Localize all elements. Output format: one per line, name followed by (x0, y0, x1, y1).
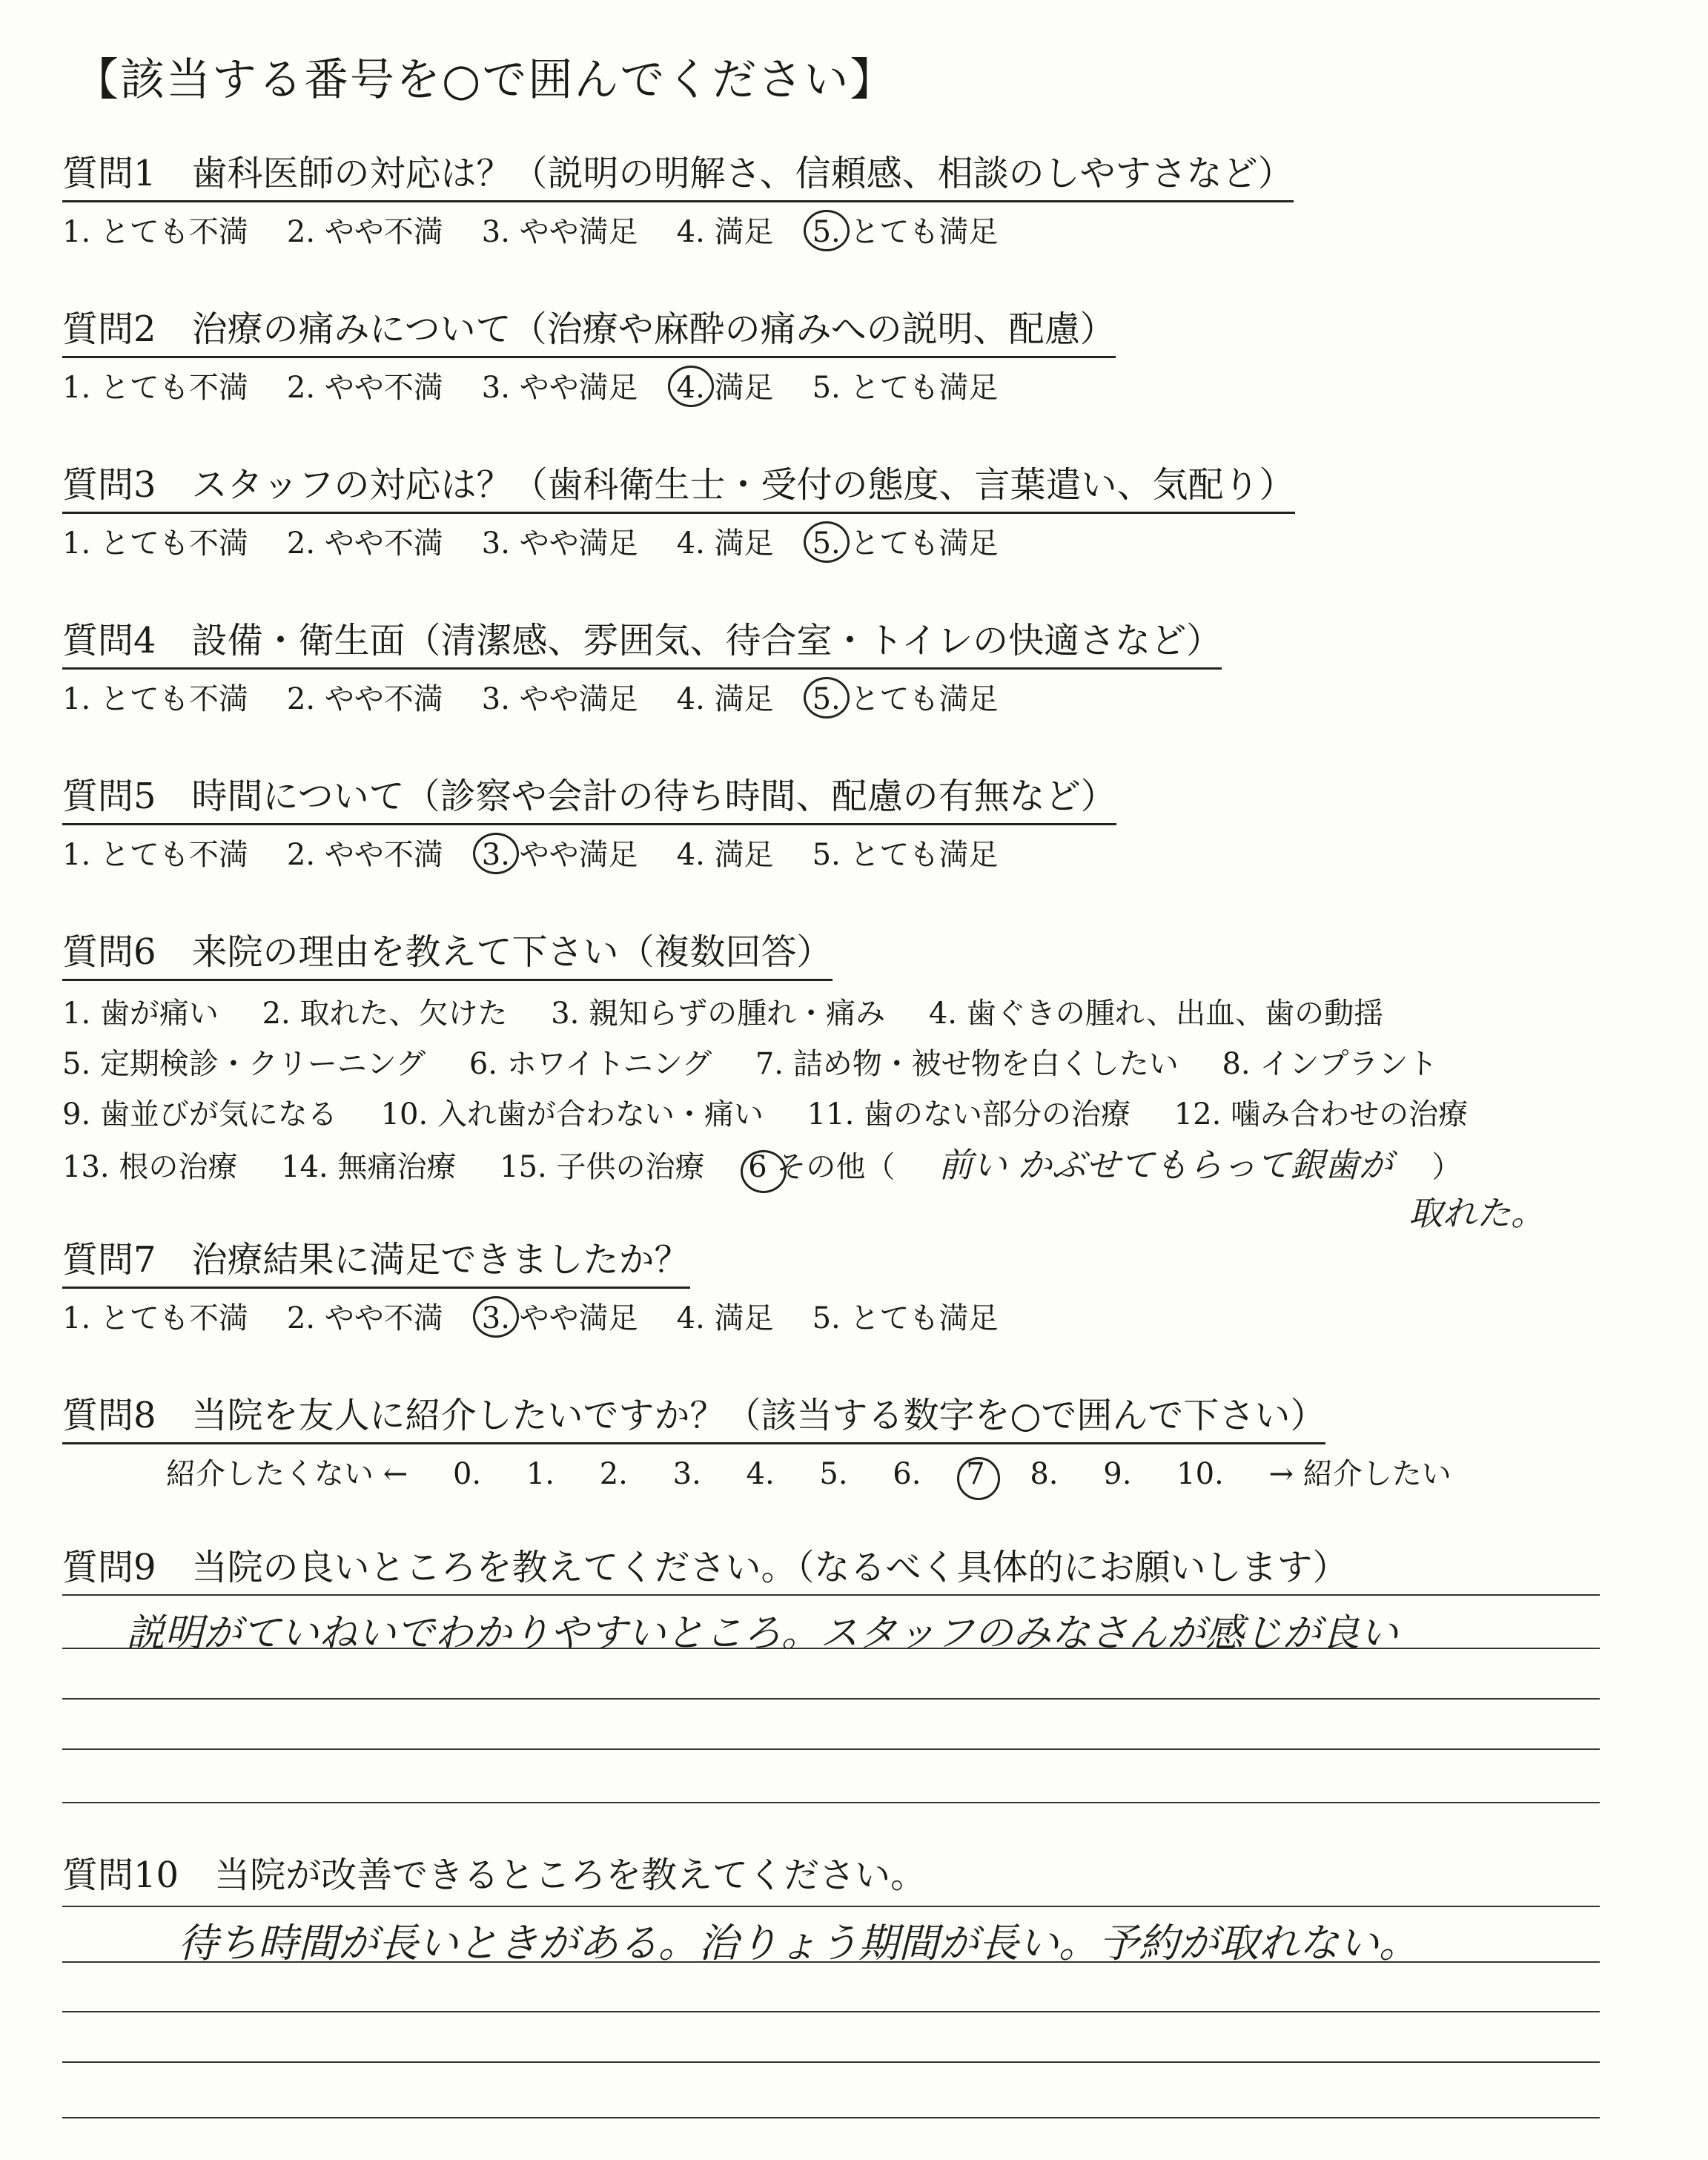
question-9 (62, 1539, 1348, 1590)
other-handwritten-answer-cont: 取れた。 (1409, 1193, 1545, 1233)
option-2[interactable]: 2. やや不満 (286, 1301, 443, 1335)
option-5[interactable]: 5. とても満足 (812, 371, 999, 405)
reason-option[interactable]: 14. 無痛治療 (281, 1150, 457, 1184)
option-3-circled[interactable]: 3. やや満足 (482, 831, 638, 873)
question-heading: 質問9 当院の良いところを教えてください。（なるべく具体的にお願いします） (62, 1547, 1348, 1588)
question-4 (62, 612, 1222, 718)
q9-handwritten-answer: 説明がていねいでわかりやすいところ。スタッフのみなさんが感じが良い (126, 1611, 1399, 1656)
q10-handwritten-answer: 待ち時間が長いときがある。治りょう期間が長い。予約が取れない。 (178, 1920, 1419, 1966)
scale-left-label: 紹介したくない ← (166, 1457, 408, 1491)
option-1[interactable]: 1. とても不満 (62, 371, 248, 405)
option-2[interactable]: 2. やや不満 (286, 371, 443, 405)
reason-option[interactable]: 7. 詰め物・被せ物を白くしたい (755, 1047, 1179, 1081)
option-5-circled[interactable]: 5. とても満足 (812, 208, 999, 251)
option-2[interactable]: 2. やや不満 (286, 838, 443, 872)
option-5[interactable]: 5. とても満足 (812, 838, 999, 872)
reason-option[interactable]: 12. 噛み合わせの治療 (1174, 1097, 1469, 1132)
answer-line (62, 1802, 1600, 1803)
page-title: 【該当する番号を○で囲んでください】 (74, 54, 896, 106)
option-1[interactable]: 1. とても不満 (62, 526, 248, 561)
answer-line (62, 2061, 1600, 2063)
scale-0[interactable]: 0. (452, 1457, 482, 1491)
reason-option[interactable]: 6. ホワイトニング (469, 1047, 712, 1081)
option-2[interactable]: 2. やや不満 (286, 215, 443, 249)
question-heading: 質問4 設備・衛生面（清潔感、雰囲気、待合室・トイレの快適さなど） (62, 612, 1222, 670)
option-4[interactable]: 4. 満足 (676, 526, 774, 561)
scale-2[interactable]: 2. (599, 1457, 628, 1491)
question-10 (62, 1846, 926, 1898)
question-heading: 質問8 当院を友人に紹介したいですか？（該当する数字を○で囲んで下さい） (62, 1387, 1325, 1444)
scale-8[interactable]: 8. (1030, 1457, 1059, 1491)
reason-option[interactable]: 8. インプラント (1222, 1047, 1438, 1081)
reason-row (62, 1039, 1502, 1089)
option-1[interactable]: 1. とても不満 (62, 838, 248, 872)
question-heading: 質問1 歯科医師の対応は？（説明の明解さ、信頼感、相談のしやすさなど） (62, 145, 1294, 202)
scale-9[interactable]: 9. (1103, 1457, 1132, 1491)
option-2[interactable]: 2. やや不満 (286, 682, 443, 716)
scale-1[interactable]: 1. (526, 1457, 555, 1491)
option-1[interactable]: 1. とても不満 (62, 215, 248, 249)
reason-option[interactable]: 15. 子供の治療 (500, 1150, 705, 1184)
option-2[interactable]: 2. やや不満 (286, 526, 443, 561)
scale-6[interactable]: 6. (893, 1457, 921, 1491)
option-4-circled[interactable]: 4. 満足 (677, 364, 774, 406)
option-3[interactable]: 3. やや満足 (481, 682, 638, 716)
reason-option[interactable]: 10. 入れ歯が合わない・痛い (380, 1097, 764, 1132)
reason-option[interactable]: 11. 歯のない部分の治療 (807, 1097, 1131, 1132)
other-close-paren: ） (1431, 1150, 1462, 1184)
question-heading: 質問7 治療結果に満足できましたか？ (62, 1231, 690, 1289)
reason-option[interactable]: 9. 歯並びが気になる (62, 1097, 337, 1132)
answer-line (62, 1648, 1600, 1649)
question-heading: 質問2 治療の痛みについて（治療や麻酔の痛みへの説明、配慮） (62, 300, 1116, 358)
answer-line (62, 1698, 1600, 1700)
scale-7-circled[interactable]: 7 (966, 1457, 985, 1491)
option-3[interactable]: 3. やや満足 (481, 371, 638, 405)
question-heading: 質問10 当院が改善できるところを教えてください。 (62, 1855, 927, 1896)
reason-option-other-circled[interactable]: 6 その他（ (748, 1150, 896, 1184)
recommend-scale (62, 1450, 1487, 1493)
reason-row (62, 1089, 1502, 1140)
reason-options (62, 988, 1502, 1192)
answer-line (62, 1594, 1600, 1596)
scale-4[interactable]: 4. (746, 1457, 775, 1491)
answer-line (62, 2117, 1600, 2118)
option-5-circled[interactable]: 5. とても満足 (812, 676, 999, 718)
option-3-circled[interactable]: 3. やや満足 (482, 1295, 638, 1337)
option-4[interactable]: 4. 満足 (676, 682, 774, 716)
question-7 (62, 1231, 1036, 1337)
reason-row (62, 1140, 1502, 1192)
option-4[interactable]: 4. 満足 (676, 838, 774, 872)
option-4[interactable]: 4. 満足 (676, 215, 774, 249)
scale-5[interactable]: 5. (819, 1457, 848, 1491)
option-5[interactable]: 5. とても満足 (812, 1301, 999, 1335)
question-8 (62, 1387, 1487, 1493)
reason-option[interactable]: 1. 歯が痛い (62, 997, 219, 1031)
scale-10[interactable]: 10. (1176, 1457, 1224, 1491)
reason-option[interactable]: 2. 取れた、欠けた (262, 997, 508, 1031)
rating-options (62, 364, 1116, 406)
answer-line (62, 1906, 1600, 1907)
question-1 (62, 145, 1294, 251)
rating-options (62, 676, 1222, 718)
option-3[interactable]: 3. やや満足 (481, 215, 638, 249)
option-1[interactable]: 1. とても不満 (62, 682, 248, 716)
option-1[interactable]: 1. とても不満 (62, 1301, 248, 1335)
question-6 (62, 923, 1502, 1192)
rating-options (62, 208, 1294, 251)
reason-option[interactable]: 13. 根の治療 (62, 1150, 238, 1184)
rating-options (62, 520, 1295, 562)
answer-line (62, 2011, 1600, 2012)
rating-options (62, 831, 1116, 873)
option-4[interactable]: 4. 満足 (676, 1301, 774, 1335)
scale-3[interactable]: 3. (672, 1457, 701, 1491)
question-heading: 質問6 来院の理由を教えて下さい（複数回答） (62, 923, 833, 981)
question-heading: 質問3 スタッフの対応は？（歯科衛生士・受付の態度、言葉遣い、気配り） (62, 456, 1295, 514)
question-3 (62, 456, 1295, 562)
reason-option[interactable]: 3. 親知らずの腫れ・痛み (551, 997, 886, 1031)
question-2 (62, 300, 1116, 406)
other-handwritten-answer: 前い かぶせてもらって銀歯が (939, 1145, 1393, 1185)
reason-option[interactable]: 4. 歯ぐきの腫れ、出血、歯の動揺 (928, 997, 1384, 1031)
reason-option[interactable]: 5. 定期検診・クリーニング (62, 1047, 426, 1081)
reason-row (62, 988, 1502, 1039)
scale-right-label: → 紹介したい (1268, 1457, 1452, 1491)
answer-line (62, 1748, 1600, 1750)
option-3[interactable]: 3. やや満足 (481, 526, 638, 561)
option-5-circled[interactable]: 5. とても満足 (812, 520, 999, 562)
question-5 (62, 767, 1116, 873)
question-heading: 質問5 時間について（診察や会計の待ち時間、配慮の有無など） (62, 767, 1116, 825)
rating-options (62, 1295, 1036, 1337)
answer-line (62, 1961, 1600, 1963)
